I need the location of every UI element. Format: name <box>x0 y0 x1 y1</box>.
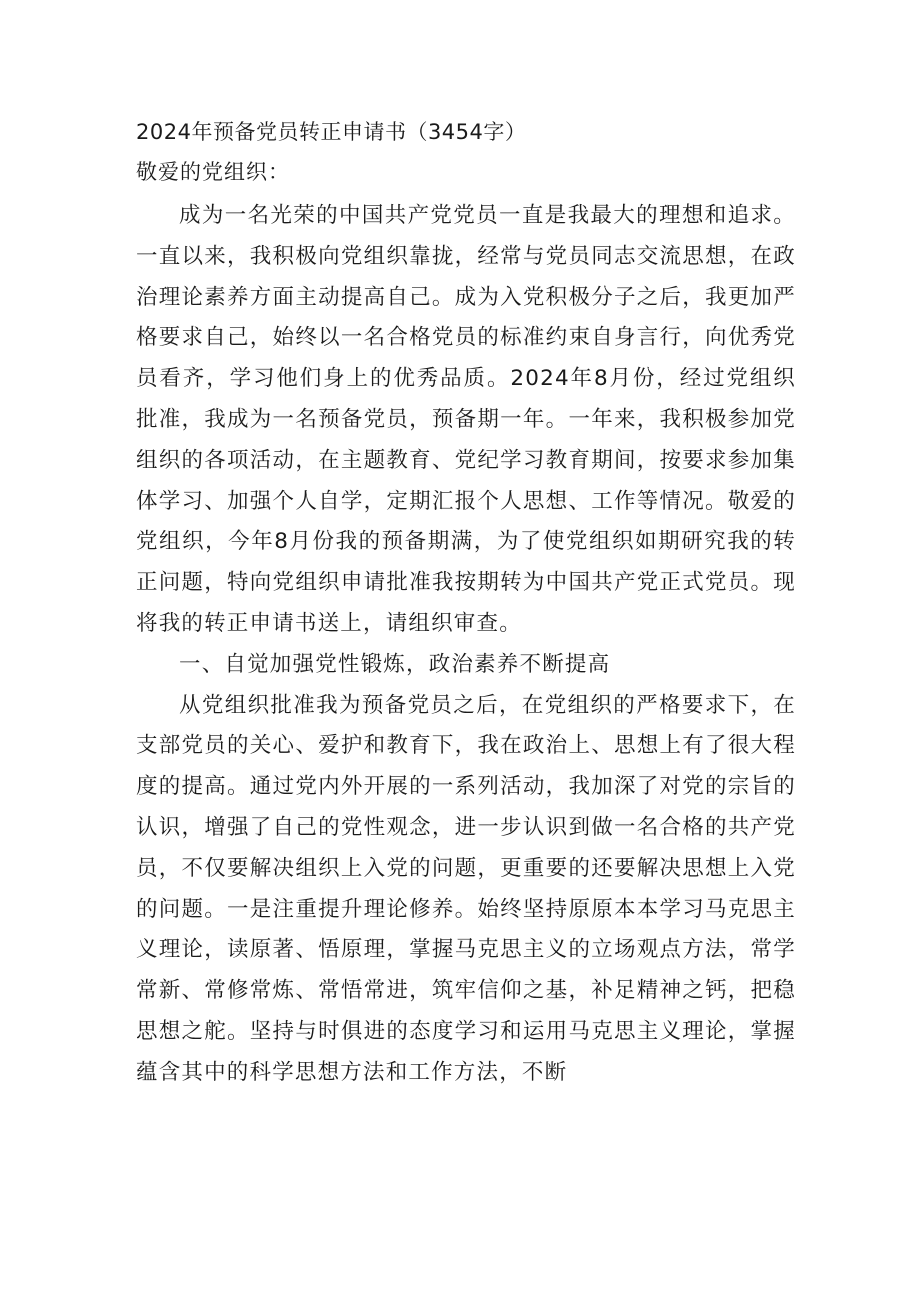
document-title: 2024年预备党员转正申请书（3454字） <box>136 120 527 144</box>
intro-paragraph: 成为一名光荣的中国共产党党员一直是我最大的理想和追求。一直以来，我积极向党组织靠拢，经常与党员同志交流思想，在政治理论素养方面主动提高自己。成为入党积极分子之后，我更加严格要求自己，始终以一名合格党员的标准约束自身言行，向优秀党员看齐，学习他们身上的优秀品质。2024年8月份，经过党组织批准，我成为一名预备党员，预备期一年。一年来，我积极参加党组织的各项活动，在主题教育、党纪学习教育期间，按要求参加集体学习、加强个人自学，定期汇报个人思想、工作等情况。敬爱的党组织，今年8月份我的预备期满，为了使党组织如期研究我的转正问题，特向党组织申请批准我按期转为中国共产党正式党员。现将我的转正申请书送上，请组织审查。 <box>136 203 796 636</box>
document-body <box>136 112 796 1094</box>
section-1-paragraph: 从党组织批准我为预备党员之后，在党组织的严格要求下，在支部党员的关心、爱护和教育下，我在政治上、思想上有了很大程度的提高。通过党内外开展的一系列活动，我加深了对党的宗旨的认识，增强了自己的党性观念，进一步认识到做一名合格的共产党员，不仅要解决组织上入党的问题，更重要的还要解决思想上入党的问题。一是注重提升理论修养。始终坚持原原本本学习马克思主义理论，读原著、悟原理，掌握马克思主义的立场观点方法，常学常新、常修常炼、常悟常进，筑牢信仰之基，补足精神之钙，把稳思想之舵。坚持与时俱进的态度学习和运用马克思主义理论，掌握蕴含其中的科学思想方法和工作方法，不断 <box>136 692 796 1085</box>
section-1-heading: 一、自觉加强党性锻炼，政治素养不断提高 <box>179 651 611 677</box>
salutation: 敬爱的党组织： <box>136 160 290 184</box>
